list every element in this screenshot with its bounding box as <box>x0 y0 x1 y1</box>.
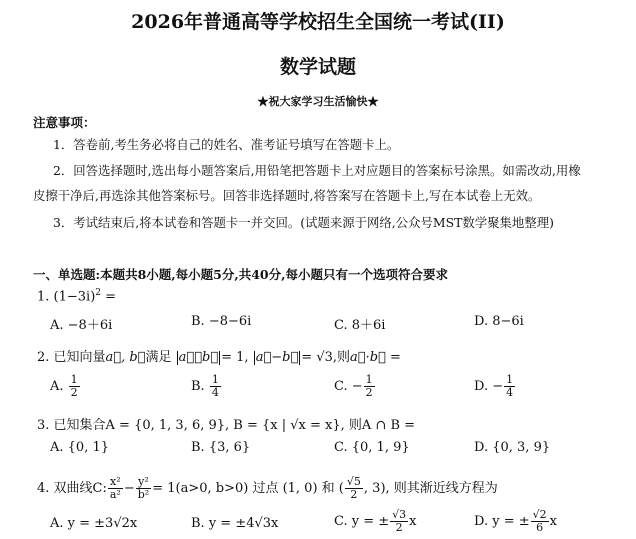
question-4-option-b[interactable]: B. y = ±4√3x <box>191 516 279 531</box>
question-3-option-b[interactable]: B. {3, 6} <box>191 440 251 455</box>
question-4-option-d[interactable]: D. y = ± $\frac{√2}{6}$ x <box>474 508 557 534</box>
exam-title: 2026年普通高等学校招生全国统一考试(II) <box>131 11 505 33</box>
question-4-stem: 4. 双曲线C: $\frac{\text{x²}}{\text{a²}}$ − $\frac{\text{y²}}{\text{b²}}$ = 1(a>0, b>0) 过点 (1, 0) 和 ( $\frac{√5}{2}$ , 3), 则其渐近线方程为 <box>37 475 498 501</box>
question-4-option-c[interactable]: C. y = ± $\frac{√3}{2}$ x <box>334 508 417 534</box>
question-3-option-a[interactable]: A. {0, 1} <box>50 440 110 455</box>
question-2-stem: 2. 已知向量a⃗, b⃗满足 a⃗＋b⃗ = 1, a⃗−b⃗ = √3,则a⃗·b⃗ = <box>37 350 401 365</box>
question-2-option-a[interactable]: A. $\frac{1}{2}$ <box>50 373 78 399</box>
notice-item-2: 2．回答选择题时,选出每小题答案后,用铅笔把答题卡上对应题目的答案标号涂黑。如需改动,用橡 <box>53 163 581 178</box>
motto: ★祝大家学习生活愉快★ <box>257 95 379 108</box>
notice-item-3: 3．考试结束后,将本试卷和答题卡一并交回。(试题来源于网络,公众号MST数学聚集地整理) <box>53 215 554 230</box>
question-1-option-d[interactable]: D. 8−6i <box>474 314 524 329</box>
question-1-option-c[interactable]: C. 8＋6i <box>334 318 386 333</box>
notice-heading: 注意事项： <box>33 115 96 130</box>
question-2-option-b[interactable]: B. $\frac{1}{4}$ <box>191 373 219 399</box>
question-1-stem: 1. $(1-3i)^2$ = <box>37 288 117 305</box>
notice-item-2-cont: 皮擦干净后,再选涂其他答案标号。回答非选择题时,将答案写在答题卡上,写在本试卷上无效。 <box>33 188 541 203</box>
section-heading: 一、单选题:本题共8小题,每小题5分,共40分,每小题只有一个选项符合要求 <box>33 267 448 282</box>
exam-subtitle: 数学试题 <box>279 56 356 78</box>
question-1-option-b[interactable]: B. −8−6i <box>191 314 252 329</box>
question-2-option-d[interactable]: D. − $\frac{1}{4}$ <box>474 373 514 399</box>
question-4-option-a[interactable]: A. y = ±3√2x <box>50 516 138 531</box>
notice-item-1: 1．答卷前,考生务必将自己的姓名、准考证号填写在答题卡上。 <box>53 137 400 152</box>
question-2-option-c[interactable]: C. − $\frac{1}{2}$ <box>334 373 373 399</box>
question-3-option-d[interactable]: D. {0, 3, 9} <box>474 440 551 455</box>
question-3-option-c[interactable]: C. {0, 1, 9} <box>334 440 410 455</box>
question-1-option-a[interactable]: A. −8＋6i <box>50 318 113 333</box>
question-3-stem: 3. 已知集合A = {0, 1, 3, 6, 9}, B = {x | √x = x}, 则A ∩ B = <box>37 418 416 433</box>
